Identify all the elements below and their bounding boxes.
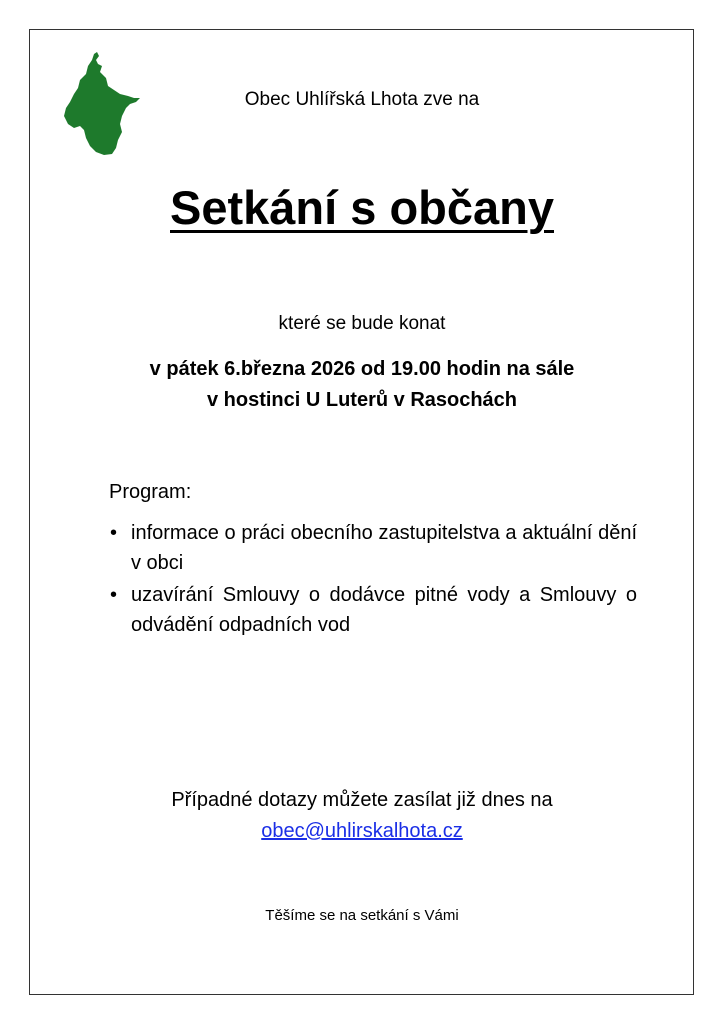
page-title: Setkání s občany: [170, 181, 554, 234]
email-link[interactable]: obec@uhlirskalhota.cz: [261, 820, 463, 842]
intro-text: Obec Uhlířská Lhota zve na: [244, 89, 480, 110]
event-venue-line: v hostinci U Luterů v Rasochách: [206, 389, 518, 411]
bullet-icon: •: [110, 522, 118, 544]
program-item-text: informace o práci obecního zastupitelstva a aktuální dění v obci: [131, 522, 637, 574]
program-list: [109, 518, 637, 642]
closing-text: Těšíme se na setkání s Vámi: [265, 907, 459, 924]
contact-text: Případné dotazy můžete zasílat již dnes na: [171, 789, 553, 811]
municipality-map-icon: [56, 50, 144, 158]
program-heading: Program:: [109, 481, 192, 503]
event-subline: které se bude konat: [278, 313, 446, 334]
page-border: [29, 29, 694, 995]
contact-block: [62, 785, 662, 847]
municipality-map-shape: [64, 52, 140, 155]
event-date-line: v pátek 6.března 2026 od 19.00 hodin na sále: [149, 358, 575, 380]
bullet-icon: •: [110, 584, 118, 606]
program-item-text: uzavírání Smlouvy o dodávce pitné vody a Smlouvy o odvádění odpadních vod: [131, 584, 637, 636]
list-item: [109, 518, 637, 578]
list-item: [109, 580, 637, 640]
event-details: [62, 354, 662, 416]
